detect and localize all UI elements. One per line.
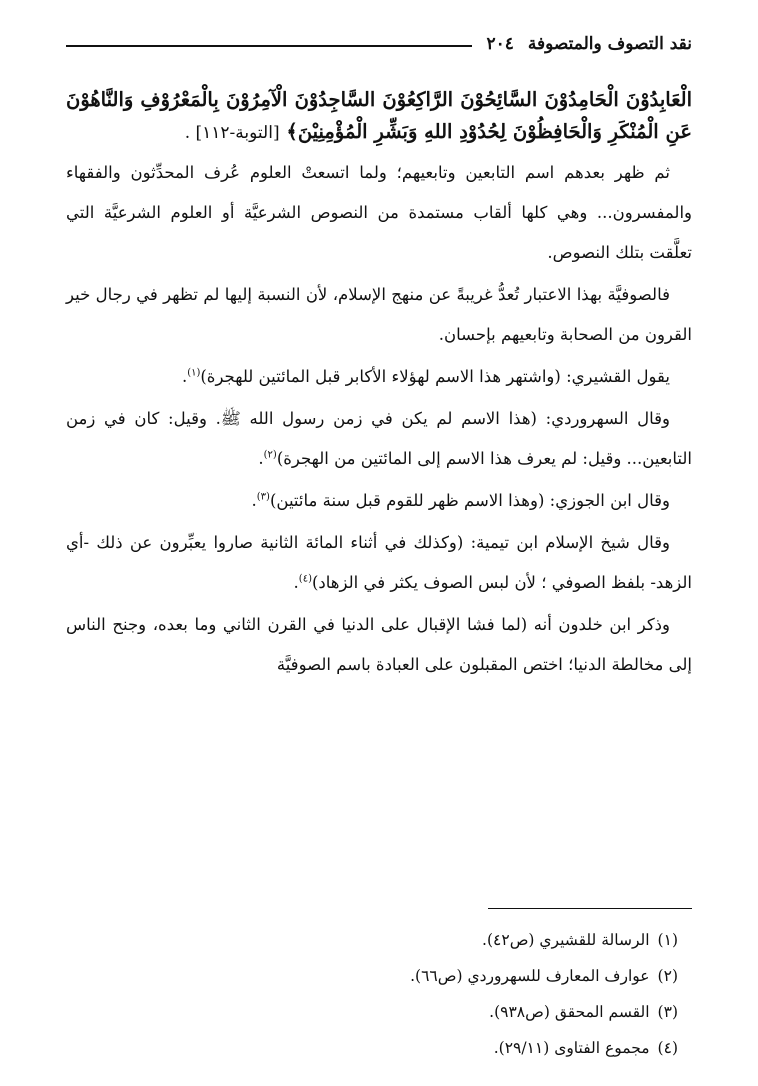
paragraph-3-text: يقول القشيري: (واشتهر هذا الاسم لهؤلاء الأكابر قبل المائتين للهجرة) <box>200 367 670 386</box>
footnotes <box>78 922 678 1066</box>
paragraph-1-text: ثم ظهر بعدهم اسم التابعين وتابعيهم؛ ولما اتسعتْ العلوم عُرف المحدِّثون والفقهاء والمفسرون... وهي كلها ألقاب مستمدة من النصوص الشرعيَّة أو العلوم الشرعيَّة التي تعلَّقت بتلك النصوص. <box>66 163 692 262</box>
footnote-text: القسم المحقق (ص٩٣٨). <box>489 1003 650 1021</box>
paragraph-4 <box>66 399 692 479</box>
footnote-ref-4: (٤) <box>298 573 312 585</box>
paragraph-3-end: . <box>181 367 188 386</box>
paragraph-6-text: وقال شيخ الإسلام ابن تيمية: (وكذلك في أثناء المائة الثانية صاروا يعبِّرون عن ذلك -أي الزهد- بلفظ الصوفي ؛ لأن لبس الصوف يكثر في الزهاد) <box>66 533 692 592</box>
footnote-text: عوارف المعارف للسهروردي (ص٦٦). <box>410 967 650 985</box>
paragraph-7-text: وذكر ابن خلدون أنه (لما فشا الإقبال على الدنيا في القرن الثاني وما بعده، وجنح الناس إلى مخالطة الدنيا؛ اختص المقبلون على العبادة باسم الصوفيَّة <box>66 615 692 674</box>
running-header <box>66 30 692 58</box>
paragraph-4-text: وقال السهروردي: (هذا الاسم لم يكن في زمن رسول الله ﷺ. وقيل: كان في زمن التابعين... وقيل: لم يعرف هذا الاسم إلى المائتين من الهجرة) <box>66 409 692 468</box>
footnote-number: (١) <box>657 931 678 949</box>
footnote-divider <box>488 908 692 909</box>
paragraph-3 <box>66 357 692 397</box>
paragraph-1 <box>66 153 692 273</box>
footnote-ref-3: (٣) <box>256 491 270 503</box>
footnote-item <box>78 994 678 1030</box>
footnote-item <box>78 1030 678 1066</box>
paragraph-7 <box>66 605 692 685</box>
footnote-ref-1: (١) <box>187 367 201 379</box>
footnote-number: (٤) <box>657 1039 678 1057</box>
paragraph-5-end: . <box>251 491 257 510</box>
footnote-number: (٢) <box>657 967 678 985</box>
footnote-text: مجموع الفتاوى (٢٩/١١). <box>493 1039 650 1057</box>
paragraph-6 <box>66 523 692 603</box>
header-title: نقد التصوف والمتصوفة <box>527 34 692 54</box>
paragraph-5 <box>66 481 692 521</box>
quran-verse <box>66 84 692 149</box>
paragraph-5-text: وقال ابن الجوزي: (وهذا الاسم ظهر للقوم قبل سنة مائتين) <box>269 491 670 510</box>
footnote-item <box>78 958 678 994</box>
verse-text: الْعَابِدُوْنَ الْحَامِدُوْنَ السَّائِحُوْنَ الرَّاكِعُوْنَ السَّاجِدُوْنَ الْآمِرُوْنَ بِالْمَعْرُوْفِ وَالنَّاهُوْنَ عَنِ الْمُنْكَرِ وَالْحَافِظُوْنَ لِحُدُوْدِ اللهِ وَبَشِّرِ الْمُؤْمِنِيْنَ﴾ <box>66 88 692 143</box>
paragraph-2-text: فالصوفيَّة بهذا الاعتبار تُعدُّ غريبةً عن منهج الإسلام، لأن النسبة إليها لم تظهر في رجال خير القرون من الصحابة وتابعيهم بإحسان. <box>66 285 692 344</box>
verse-citation: [التوبة-١١٢] . <box>184 123 280 143</box>
footnote-number: (٣) <box>657 1003 678 1021</box>
footnote-item <box>78 922 678 958</box>
paragraph-6-end: . <box>293 573 299 592</box>
header-rule <box>66 45 472 47</box>
paragraph-4-end: . <box>258 449 264 468</box>
paragraph-2 <box>66 275 692 355</box>
page-number: ٢٠٤ <box>486 34 514 54</box>
footnote-ref-2: (٢) <box>263 449 277 461</box>
footnote-text: الرسالة للقشيري (ص٤٢). <box>482 931 650 949</box>
body-text <box>66 84 692 687</box>
